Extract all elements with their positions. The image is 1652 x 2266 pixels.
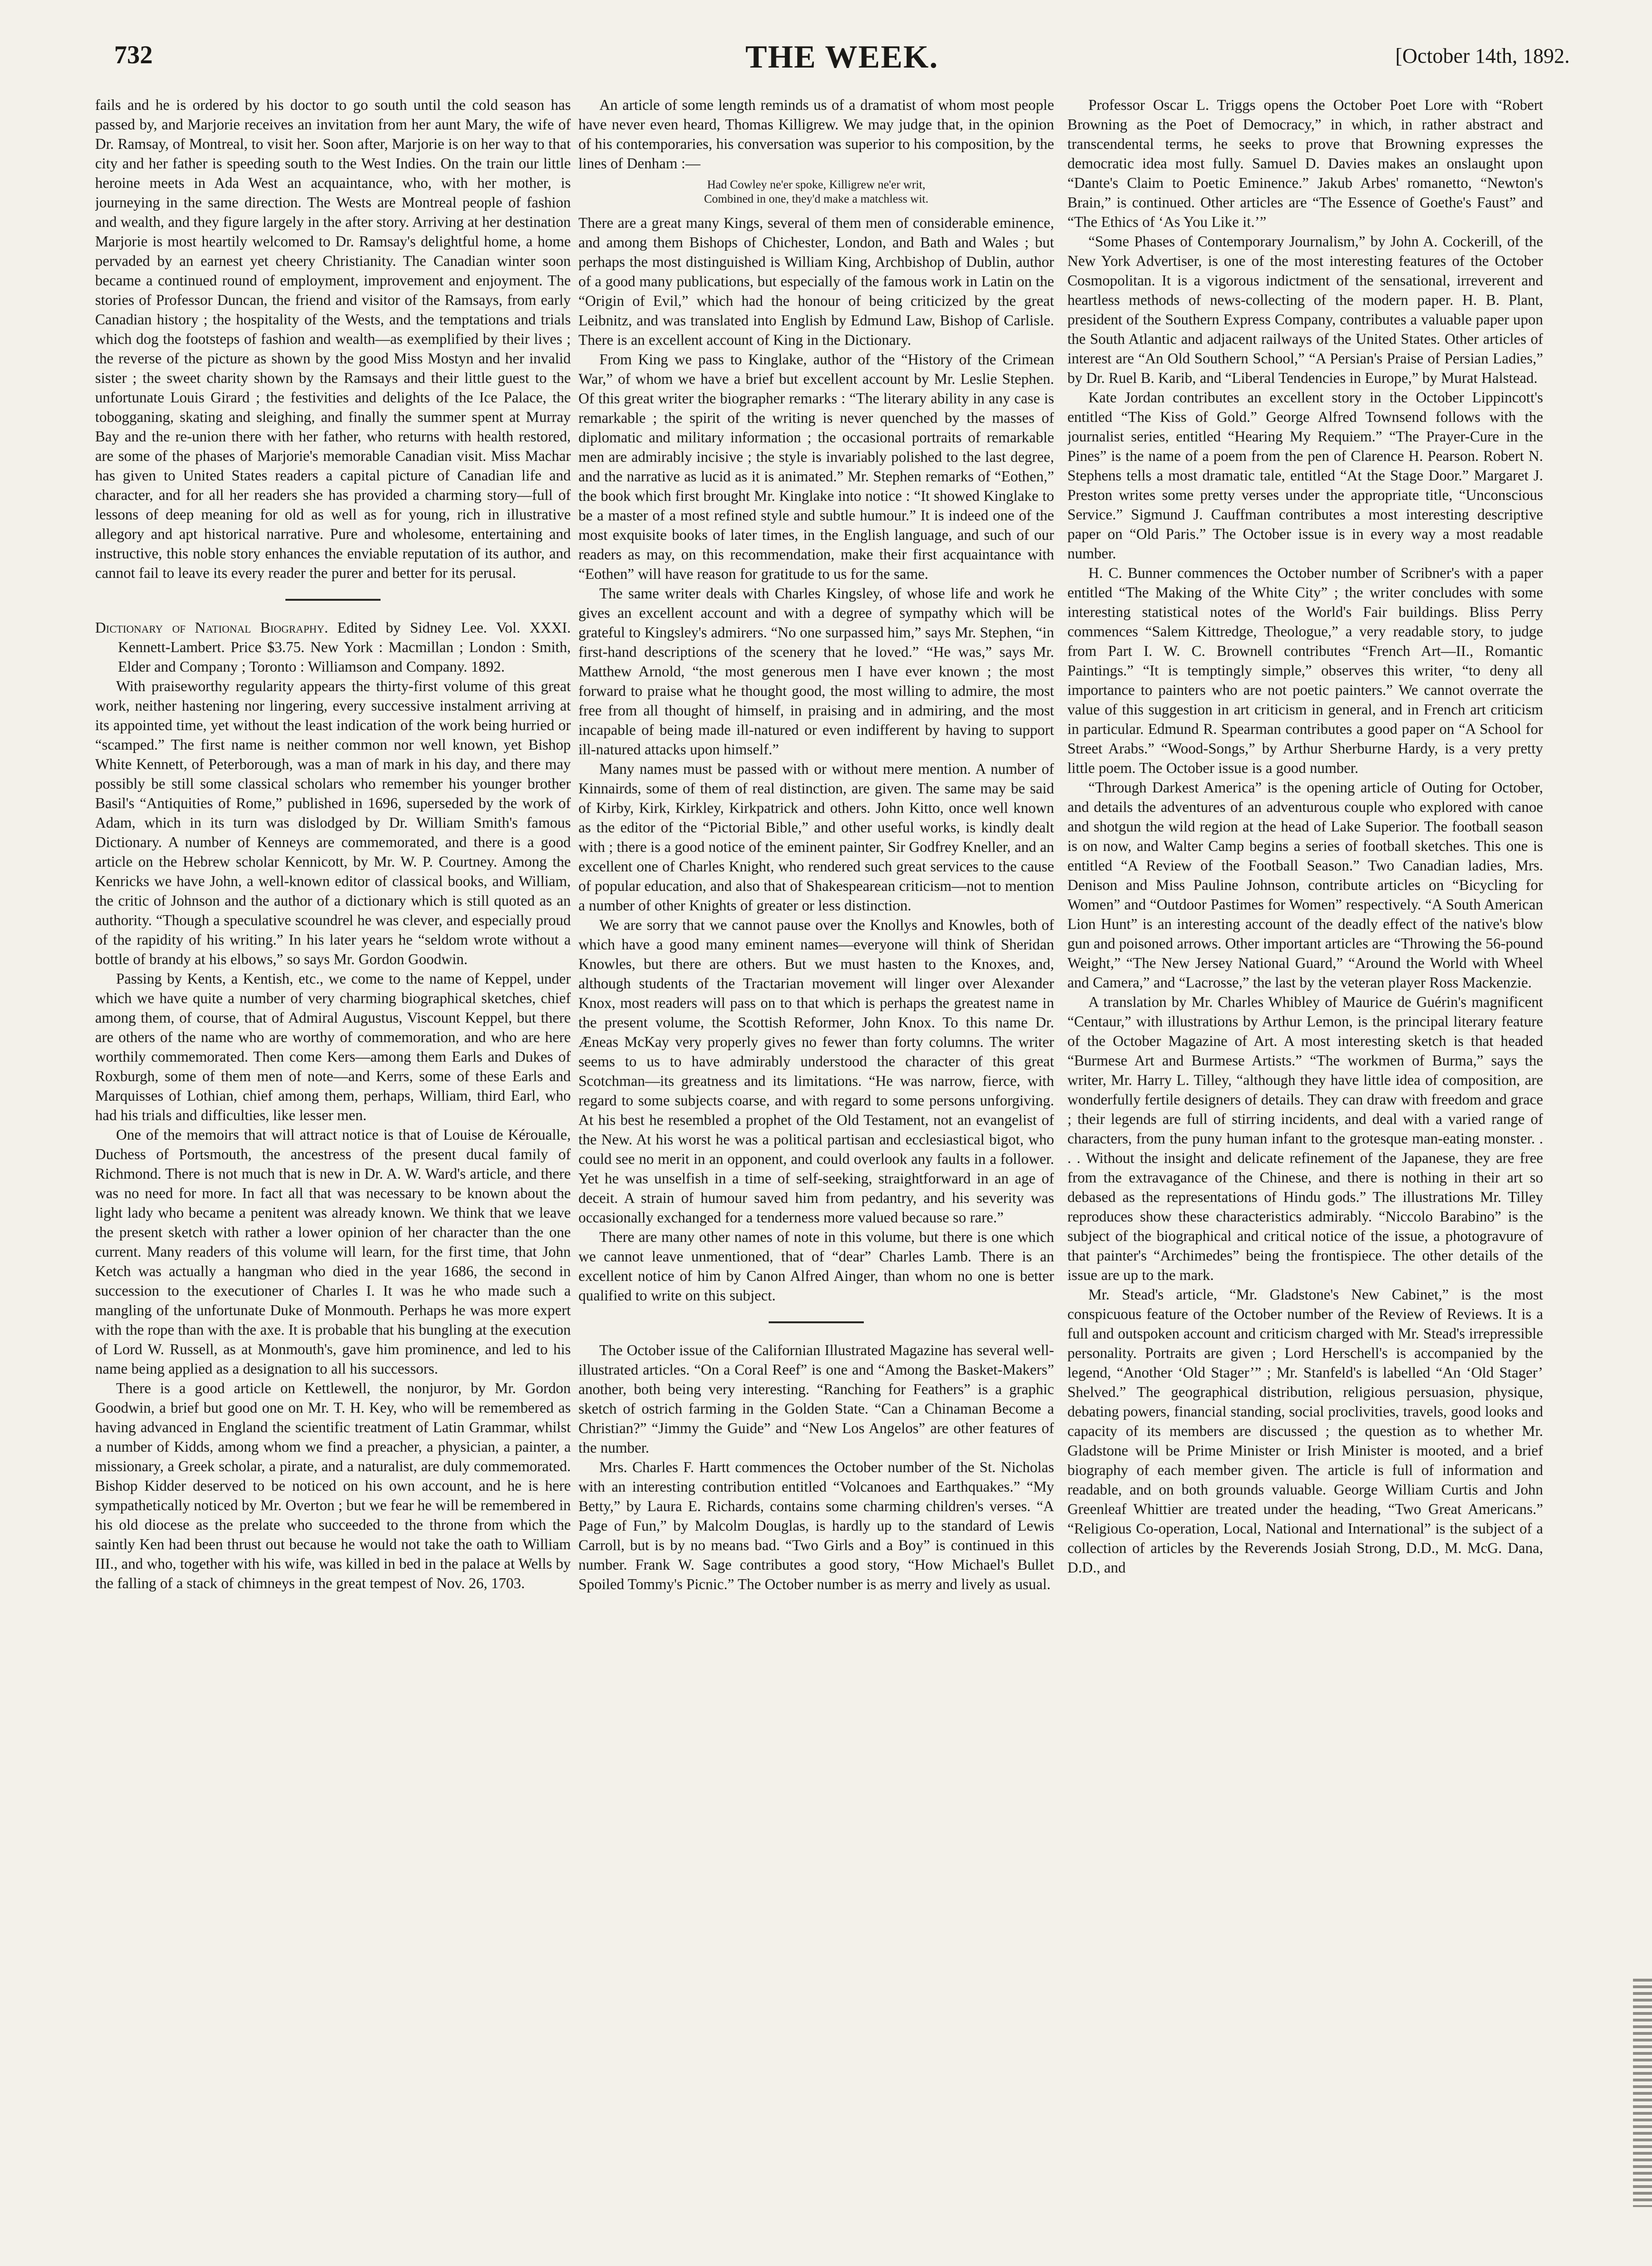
paragraph: Many names must be passed with or without mere mention. A number of Kinnairds, some of them of real distinction, are given. The same may be said of Kirby, Kirk, Kirkley, Kirkpatrick and others. John Kitto, once well known as the editor of the “Pictorial Bible,” and other useful works, is kindly dealt with ; there is a good notice of the eminent painter, Sir Godfrey Kneller, and an excellent one of Charles Knight, who rendered such great services to the cause of popular education, and also that of Shakespearean criticism—not to mention a number of other Knights of greater or less distinction. <box>578 761 1054 914</box>
paragraph: There are a great many Kings, several of them men of considerable eminence, and among them Bishops of Chichester, London, and Bath and Wales ; but perhaps the most distinguished is William King, Archbishop of Dublin, author of a good many publications, but especially of the famous work in Latin on the “Origin of Evil,” which had the honour of being criticized by the great Leibnitz, and was translated into English by Edmund Law, Bishop of Carlisle. There is an excellent account of King in the Dictionary. <box>578 215 1054 348</box>
paragraph: Kate Jordan contributes an excellent story in the October Lippincott's entitled “The Kiss of Gold.” George Alfred Townsend follows with the journalist series, entitled “Hearing My Requiem.” “The Prayer-Cure in the Pines” is the name of a poem from the pen of Clarence H. Pearson. Robert N. Stephens tells a most dramatic tale, entitled “At the Stage Door.” Margaret J. Preston writes some pretty verses under the appropriate title, “Unconscious Service.” Sigmund J. Cauffman contributes a most interesting descriptive paper on “Old Paris.” The October issue is in every way a most readable number. <box>1067 389 1543 562</box>
section-divider <box>769 1321 864 1323</box>
book-entry-details: Edited by Sidney Lee. Vol. XXXI. Kennett-Lambert. Price $3.75. New York : Macmillan ; London : Smith, Elder and Company ; Toronto : Williamson and Company. 1892. <box>118 619 571 675</box>
page-number: 732 <box>114 40 153 69</box>
paragraph: One of the memoirs that will attract notice is that of Louise de Kéroualle, Duchess of Portsmouth, the ancestress of the present ducal family of Richmond. There is not much that is new in Dr. A. W. Ward's article, and there was no need for more. In fact all that was necessary to be known about the light lady who became a penitent was already known. We think that we leave the present sketch with rather a lower opinion of her character than the one current. Many readers of this volume will learn, for the first time, that John Ketch was actually a hangman who died in the year 1686, the second in succession to the executioner of Charles I. It was he who made such a mangling of the unfortunate Duke of Monmouth. Perhaps he was more expert with the rope than with the axe. It is probable that his bungling at the execution of Lord W. Russell, as at Monmouth's, gave him prominence, and led to his name being applied as a designation to all his successors. <box>95 1126 571 1377</box>
paragraph: H. C. Bunner commences the October number of Scribner's with a paper entitled “The Making of the White City” ; the writer concludes with some interesting statistical notes of the World's Fair buildings. Bliss Perry commences “Salem Kittredge, Theologue,” a very readable story, to judge from Part I. W. C. Brownell contributes “French Art—II., Romantic Paintings.” “It is temptingly simple,” observes this writer, “to deny all importance to painters who are not poetic painters.” We cannot overrate the value of this suggestion in art criticism in general, and in French art criticism in particular. Edmund R. Spearman contributes a good paper on “A School for Street Arabs.” “Wood-Songs,” by Arthur Sherburne Hardy, is a very pretty little poem. The October issue is a good number. <box>1067 565 1543 776</box>
paragraph: There is a good article on Kettlewell, the nonjuror, by Mr. Gordon Goodwin, a brief but good one on Mr. T. H. Key, who will be remembered as having advanced in England the scientific treatment of Latin Grammar, whilst a number of Kidds, among whom we find a preacher, a physician, a painter, a missionary, a Greek scholar, a pirate, and a naturalist, are duly commemorated. Bishop Kidder deserved to be noticed on his own account, and he is here sympathetically noticed by Mr. Overton ; but we fear he will be remembered in his old diocese as the prelate who succeeded to the throne from which the saintly Ken had been thrust out because he would not take the oath to William III., and who, together with his wife, was killed in bed in the palace at Wells by the falling of a stack of chimneys in the great tempest of Nov. 26, 1703. <box>95 1380 571 1592</box>
paragraph: The October issue of the Californian Illustrated Magazine has several well-illustrated articles. “On a Coral Reef” is one and “Among the Basket-Makers” another, both being very interesting. “Ranching for Feathers” is a graphic sketch of ostrich farming in the Golden State. “Can a Chinaman Become a Christian?” “Jimmy the Guide” and “New Los Angelos” are other features of the number. <box>578 1342 1054 1456</box>
column-2 <box>578 95 1054 2207</box>
verse-line: Combined in one, they'd make a matchless wit. <box>704 193 929 205</box>
paragraph: With praiseworthy regularity appears the thirty-first volume of this great work, neither hastening nor lingering, every successive instalment arriving at its appointed time, yet without the least indication of the work being hurried or “scamped.” The first name is neither common nor well known, yet Bishop White Kennett, of Peterborough, was a man of mark in his day, and there may possibly be still some classical scholars who remember his younger brother Basil's “Antiquities of Rome,” published in 1696, superseded by the work of Adam, which in its turn was dislodged by Dr. William Smith's famous Dictionary. A number of Kenneys are commemorated, and there is a good article on the Hebrew scholar Kennicott, by Mr. W. P. Courtney. Among the Kenricks we have John, a well-known editor of classical books, and William, the critic of Johnson and the author of a dictionary which is still quoted as an authority. “Though a speculative scoundrel he was clever, and especially proud of the rapidity of his writing.” In his later years he “seldom wrote without a bottle of brandy at his elbows,” so says Mr. Gordon Goodwin. <box>95 678 571 967</box>
column-3 <box>1067 95 1543 2207</box>
verse-quote <box>578 178 1054 206</box>
paragraph: Passing by Kents, a Kentish, etc., we come to the name of Keppel, under which we have quite a number of very charming biographical sketches, chief among them, of course, that of Admiral Augustus, Viscount Keppel, but there are others of the name who are worthy of commemoration, and who are here worthily commemorated. Then come Kers—among them Earls and Dukes of Roxburgh, some of them men of note—and Kerrs, some of these Earls and Marquisses of Lothian, chief among them, perhaps, William, third Earl, who had his trials and difficulties, like lesser men. <box>95 970 571 1123</box>
paragraph: We are sorry that we cannot pause over the Knollys and Knowles, both of which have a good many eminent names—everyone will think of Sheridan Knowles, but there are others. But we must hasten to the Knoxes, and, although students of the Tractarian movement will linger over Alexander Knox, most readers will pass on to that which is perhaps the greatest name in the present volume, the Scottish Reformer, John Knox. To this name Dr. Æneas McKay very properly gives no fewer than forty columns. The writer seems to us to have admirably understood the character of this great Scotchman—its greatness and its limitations. “He was narrow, fierce, with regard to some subjects coarse, and with regard to some persons unforgiving. At his best he resembled a prophet of the Old Testament, not an evangelist of the New. At his worst he was a political partisan and ecclesiastical bigot, who could see no merit in an opponent, and could overlook any faults in a follower. Yet he was unselfish in a time of self-seeking, straightforward in an age of deceit. A strain of humour saved him from pedantry, and his severity was occasionally exchanged for a tenderness more valued because so rare.” <box>578 917 1054 1226</box>
book-entry-heading <box>95 618 571 676</box>
section-divider <box>285 599 381 601</box>
page-header <box>114 40 1570 83</box>
scan-edge-artifact <box>1633 1979 1652 2207</box>
paragraph: From King we pass to Kinglake, author of the “History of the Crimean War,” of whom we have a brief but excellent account by Mr. Leslie Stephen. Of this great writer the biographer remarks : “The literary ability in any case is remarkable ; the spirit of the writing is never quenched by the masses of diplomatic and military information ; the occasional portraits of remarkable men are admirably incisive ; the style is invariably polished to the last degree, and the narrative as lucid as it is animated.” Mr. Stephen remarks of “Eothen,” the book which first brought Mr. Kinglake into notice : “It showed Kinglake to be a master of a most refined style and subtle humour.” It is indeed one of the most exquisite books of later times, in the English language, and such of our readers as may, on this recommendation, make their first acquaintance with “Eothen” will have reason for gratitude to us for the same. <box>578 351 1054 582</box>
paragraph: “Through Darkest America” is the opening article of Outing for October, and details the adventures of an adventurous couple who explored with canoe and shotgun the wild region at the head of Lake Superior. The football season is on now, and Walter Camp begins a series of football sketches. This one is entitled “A Review of the Football Season.” Two Canadian ladies, Mrs. Denison and Miss Pauline Johnson, contribute articles on “Bicycling for Women” and “Outdoor Pastimes for Women” respectively. “A South American Lion Hunt” is an interesting account of the deadly effect of the native's blow gun and poisoned arrows. Other important articles are “Throwing the 56-pound Weight,” “The New Jersey National Guard,” “Around the World with Wheel and Camera,” and “Lacrosse,” the last by the veteran player Ross Mackenzie. <box>1067 779 1543 991</box>
paragraph: An article of some length reminds us of a dramatist of whom most people have never even heard, Thomas Killigrew. We may judge that, in the opinion of his contemporaries, his conversation was superior to his composition, by the lines of Denham :— <box>578 97 1054 172</box>
paragraph: The same writer deals with Charles Kingsley, of whose life and work he gives an excellent account and with a degree of sympathy which will be grateful to Kingsley's admirers. “No one surpassed him,” says Mr. Stephen, “in first-hand descriptions of the scenery that he loved.” “He was,” says Mr. Matthew Arnold, “the most generous men I have ever known ; the most forward to praise what he thought good, the most willing to admire, the most free from all thought of himself, in praising and in admiring, and the most incapable of being made ill-natured or even indifferent by having to support ill-natured attacks upon himself.” <box>578 585 1054 758</box>
paragraph: There are many other names of note in this volume, but there is one which we cannot leave unmentioned, that of “dear” Charles Lamb. There is an excellent notice of him by Canon Alfred Ainger, than whom no one is better qualified to write on this subject. <box>578 1229 1054 1304</box>
book-entry-title: Dictionary of National Biography. <box>95 619 328 636</box>
paragraph: fails and he is ordered by his doctor to go south until the cold season has passed by, and Marjorie receives an invitation from her aunt Mary, the wife of Dr. Ramsay, of Montreal, to visit her. Soon after, Marjorie is on her way to that city and her father is speeding south to the West Indies. On the train our little heroine meets in Ada West an acquaintance, who, with her mother, is journeying in the same direction. The Wests are Montreal people of fashion and wealth, and they figure largely in the after story. Arriving at her destination Marjorie is most heartily welcomed to Dr. Ramsay's delightful home, a home pervaded by an earnest yet cheery Christianity. The Canadian winter soon became a continued round of employment, improvement and enjoyment. The stories of Professor Duncan, the friend and visitor of the Ramsays, from early Canadian history ; the hospitality of the Wests, and the temptations and trials which dog the footsteps of fashion and wealth—as exemplified by their lives ; the reverse of the picture as shown by the good Miss Mostyn and her invalid sister ; the sweet charity shown by the Ramsays and their little guest to the unfortunate Louis Girard ; the festivities and delights of the Ice Palace, the tobogganing, skating and sleighing, and finally the summer spent at Murray Bay and the re-union there with her father, who returns with health restored, are some of the phases of Marjorie's memorable Canadian visit. Miss Machar has given to United States readers a capital picture of Canadian life and character, and for all her readers she has provided a charming story—full of lessons of deep meaning for old as well as for young, rich in illustrative allegory and apt historical narrative. Pure and wholesome, entertaining and instructive, this noble story enhances the enviable reputation of its author, and cannot fail to leave its every reader the purer and better for its perusal. <box>95 97 571 581</box>
paragraph: Mr. Stead's article, “Mr. Gladstone's New Cabinet,” is the most conspicuous feature of the October number of the Review of Reviews. It is a full and outspoken account and criticism charged with Mr. Stead's irrepressible personality. Portraits are given ; Lord Herschell's is accompanied by the legend, “Another ‘Old Stager’” ; Mr. Stanfeld's is labelled “An ‘Old Stager’ Shelved.” The geographical distribution, religious persuasion, physique, debating powers, financial standing, social proclivities, travels, good looks and capacity of its members are discussed ; the question as to whether Mr. Gladstone will be Prime Minister or Irish Minister is mooted, and a brief biography of each member given. The article is full of information and readable, and on both grounds valuable. George William Curtis and John Greenleaf Whittier are treated under the heading, “Two Great Americans.” “Religious Co-operation, Local, National and International” is the subject of a collection of articles by the Reverends Josiah Strong, D.D., M. McG. Dana, D.D., and <box>1067 1286 1543 1576</box>
issue-date: [October 14th, 1892. <box>1395 44 1570 68</box>
masthead-title: THE WEEK. <box>745 39 938 75</box>
paragraph: A translation by Mr. Charles Whibley of Maurice de Guérin's magnificent “Centaur,” with illustrations by Arthur Lemon, is the principal literary feature of the October Magazine of Art. A most interesting sketch is that headed “Burmese Art and Burmese Artists.” “The workmen of Burma,” says the writer, Mr. Harry L. Tilley, “although they have little idea of composition, are wonderfully fertile designers of details. They can draw with freedom and grace ; their legends are full of stirring incidents, and deal with a varied range of characters, from the puny human infant to the grotesque man-eating monster. . . . Without the insight and delicate refinement of the Japanese, they are free from the extravagance of the Chinese, and there is nothing in their art so debased as the representations of Hindu gods.” The illustrations Mr. Tilley reproduces show these characteristics admirably. “Niccolo Barabino” is the subject of the biographical and critical notice of the issue, a photogravure of that painter's “Archimedes” being the frontispiece. The other details of the issue are up to the mark. <box>1067 994 1543 1283</box>
verse-line: Had Cowley ne'er spoke, Killigrew ne'er writ, <box>707 178 926 191</box>
column-1 <box>95 95 571 2207</box>
paragraph: Mrs. Charles F. Hartt commences the October number of the St. Nicholas with an interesting contribution entitled “Volcanoes and Earthquakes.” “My Betty,” by Laura E. Richards, contains some charming children's verses. “A Page of Fun,” by Malcolm Douglas, is hardly up to the standard of Lewis Carroll, but is by no means bad. “Two Girls and a Boy” is continued in this number. Frank W. Sage contributes a good story, “How Michael's Bullet Spoiled Tommy's Picnic.” The October number is as merry and lively as usual. <box>578 1459 1054 1592</box>
paragraph: “Some Phases of Contemporary Journalism,” by John A. Cockerill, of the New York Advertiser, is one of the most interesting features of the October Cosmopolitan. It is a vigorous indictment of the sensational, irreverent and heartless methods of news-collecting of the modern paper. H. B. Plant, president of the Southern Express Company, contributes a valuable paper upon the South Atlantic and adjacent railways of the United States. Other articles of interest are “An Old Southern School,” “A Persian's Praise of Persian Ladies,” by Dr. Ruel B. Karib, and “Liberal Tendencies in Europe,” by Murat Halstead. <box>1067 233 1543 386</box>
paragraph: Professor Oscar L. Triggs opens the October Poet Lore with “Robert Browning as the Poet of Democracy,” in which, in rather abstract and transcendental terms, he seeks to prove that Browning expresses the democratic idea most fully. Samuel D. Davies makes an onslaught upon “Dante's Claim to Poetic Eminence.” Jakub Arbes' romanetto, “Newton's Brain,” is continued. Other articles are “The Essence of Goethe's Faust” and “The Ethics of ‘As You Like it.’” <box>1067 97 1543 230</box>
